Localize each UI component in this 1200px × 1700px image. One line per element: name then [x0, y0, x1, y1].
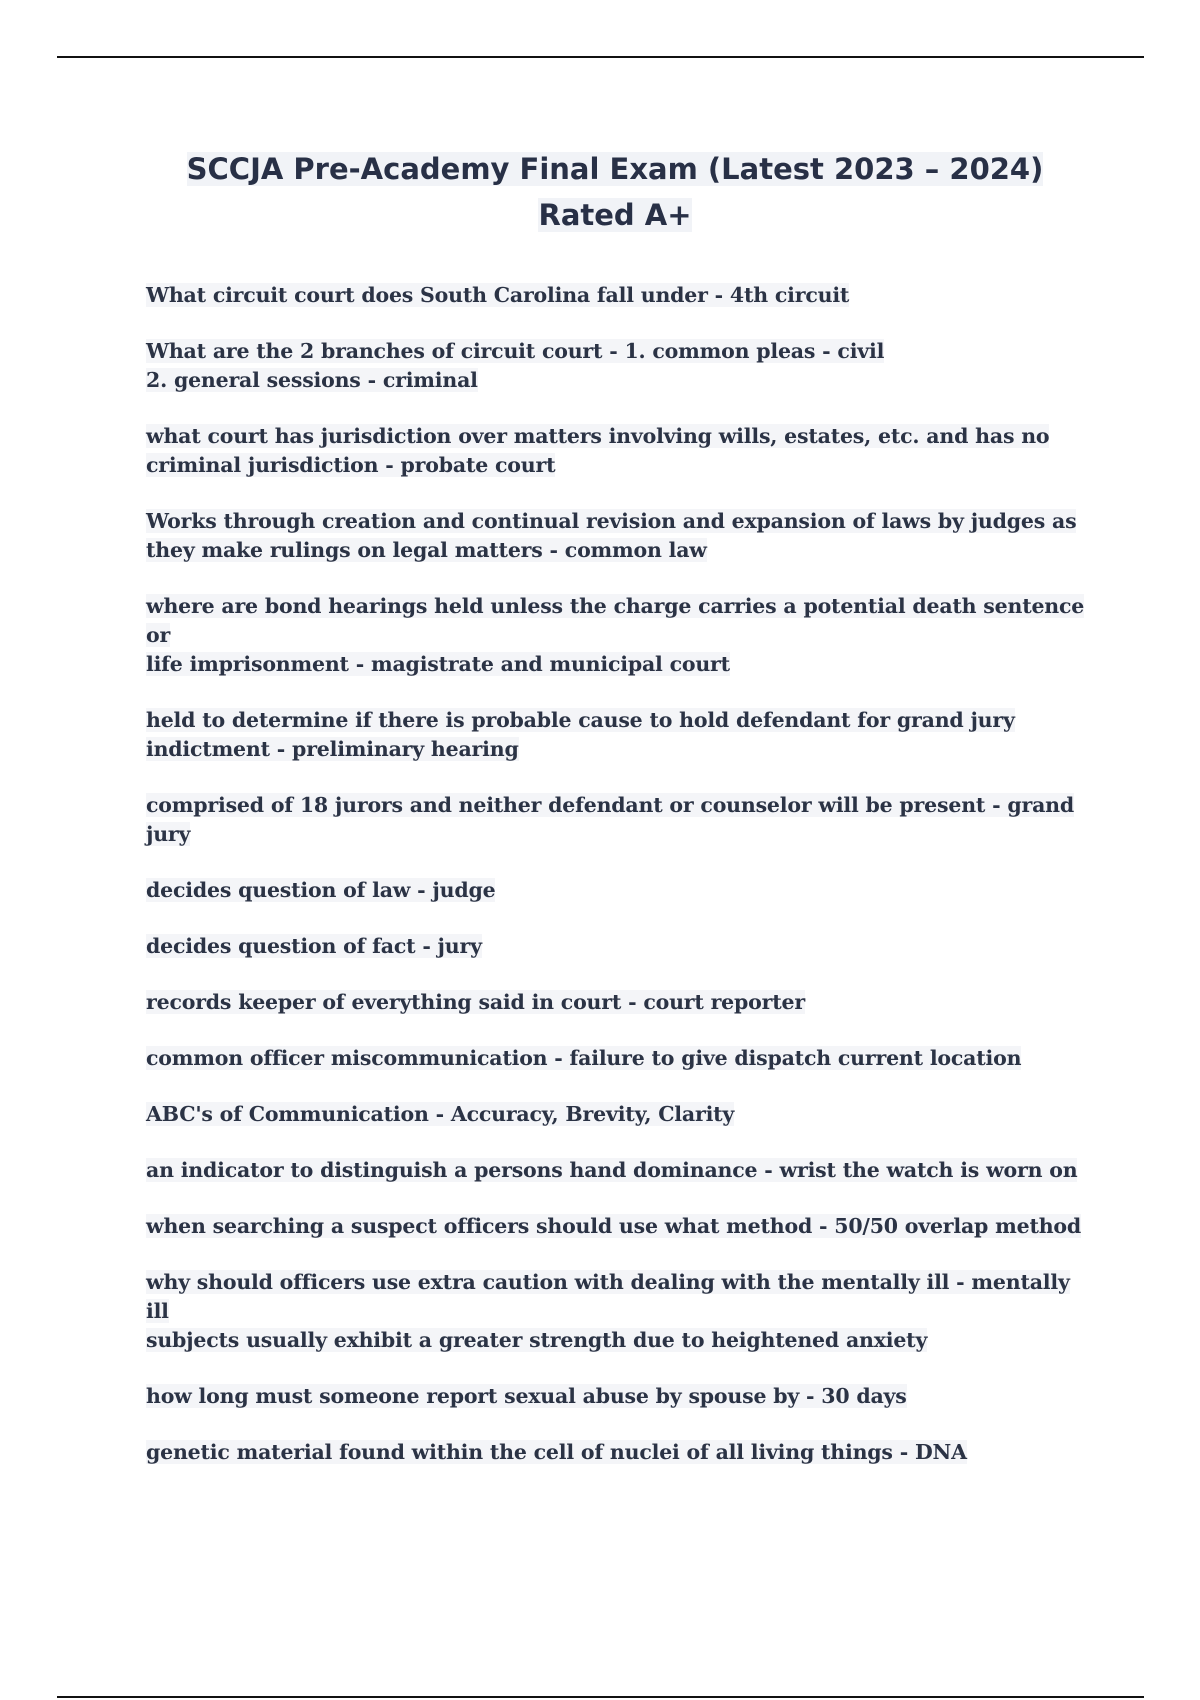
qa-item: [146, 1382, 1096, 1411]
qa-text: subjects usually exhibit a greater strength due to heightened anxiety: [146, 1328, 928, 1352]
qa-item: [146, 932, 1096, 961]
qa-line: [146, 1438, 1096, 1467]
qa-text: what court has jurisdiction over matters involving wills, estates, etc. and has no: [146, 424, 1050, 448]
qa-line: [146, 366, 1096, 395]
qa-text: where are bond hearings held unless the charge carries a potential death sentence or: [146, 594, 1085, 647]
qa-line: [146, 592, 1096, 650]
top-rule: [57, 56, 1144, 58]
qa-text: held to determine if there is probable cause to hold defendant for grand jury: [146, 708, 1015, 732]
qa-item: [146, 1156, 1096, 1185]
qa-item: [146, 1044, 1096, 1073]
qa-text: how long must someone report sexual abuse by spouse by - 30 days: [146, 1384, 907, 1408]
qa-item: [146, 1438, 1096, 1467]
qa-item: [146, 988, 1096, 1017]
qa-text: ABC's of Communication - Accuracy, Brevity, Clarity: [146, 1102, 735, 1126]
qa-text: when searching a suspect officers should use what method - 50/50 overlap method: [146, 1214, 1082, 1238]
qa-text: What are the 2 branches of circuit court - 1. common pleas - civil: [146, 339, 885, 363]
qa-text: they make rulings on legal matters - common law: [146, 538, 707, 562]
qa-text: genetic material found within the cell of nuclei of all living things - DNA: [146, 1440, 967, 1464]
qa-line: [146, 422, 1096, 451]
qa-item: [146, 592, 1096, 679]
qa-item: [146, 1212, 1096, 1241]
qa-text: comprised of 18 jurors and neither defendant or counselor will be present - grand: [146, 793, 1075, 817]
qa-item: [146, 706, 1096, 764]
qa-line: [146, 876, 1096, 905]
qa-line: [146, 1156, 1096, 1185]
qa-line: [146, 735, 1096, 764]
qa-line: [146, 820, 1096, 849]
qa-line: [146, 1212, 1096, 1241]
qa-line: [146, 1100, 1096, 1129]
qa-item: [146, 1268, 1096, 1355]
qa-text: an indicator to distinguish a persons hand dominance - wrist the watch is worn on: [146, 1158, 1078, 1182]
qa-list: [146, 281, 1096, 1494]
qa-text: jury: [146, 822, 191, 846]
qa-text: decides question of law - judge: [146, 878, 496, 902]
qa-text: why should officers use extra caution with dealing with the mentally ill - mentally ill: [146, 1270, 1070, 1323]
document-title: [120, 146, 1110, 238]
qa-item: [146, 422, 1096, 480]
qa-item: [146, 791, 1096, 849]
qa-item: [146, 507, 1096, 565]
qa-text: life imprisonment - magistrate and municipal court: [146, 652, 730, 676]
qa-line: [146, 932, 1096, 961]
qa-line: [146, 507, 1096, 536]
qa-text: indictment - preliminary hearing: [146, 737, 519, 761]
qa-line: [146, 1044, 1096, 1073]
qa-text: decides question of fact - jury: [146, 934, 482, 958]
qa-line: [146, 1268, 1096, 1326]
qa-text: criminal jurisdiction - probate court: [146, 453, 556, 477]
qa-line: [146, 1326, 1096, 1355]
qa-line: [146, 791, 1096, 820]
bottom-rule: [57, 1696, 1144, 1698]
qa-line: [146, 1382, 1096, 1411]
qa-text: Works through creation and continual revision and expansion of laws by judges as: [146, 509, 1077, 533]
qa-line: [146, 451, 1096, 480]
qa-item: [146, 1100, 1096, 1129]
qa-item: [146, 337, 1096, 395]
qa-text: common officer miscommunication - failure to give dispatch current location: [146, 1046, 1022, 1070]
qa-line: [146, 281, 1096, 310]
qa-text: 2. general sessions - criminal: [146, 368, 478, 392]
qa-item: [146, 876, 1096, 905]
title-line-2: Rated A+: [538, 198, 692, 232]
qa-line: [146, 706, 1096, 735]
qa-line: [146, 337, 1096, 366]
qa-text: What circuit court does South Carolina fall under - 4th circuit: [146, 283, 850, 307]
qa-line: [146, 650, 1096, 679]
title-line-1: SCCJA Pre-Academy Final Exam (Latest 2023 – 2024): [186, 152, 1044, 186]
qa-item: [146, 281, 1096, 310]
qa-line: [146, 988, 1096, 1017]
qa-text: records keeper of everything said in court - court reporter: [146, 990, 805, 1014]
qa-line: [146, 536, 1096, 565]
